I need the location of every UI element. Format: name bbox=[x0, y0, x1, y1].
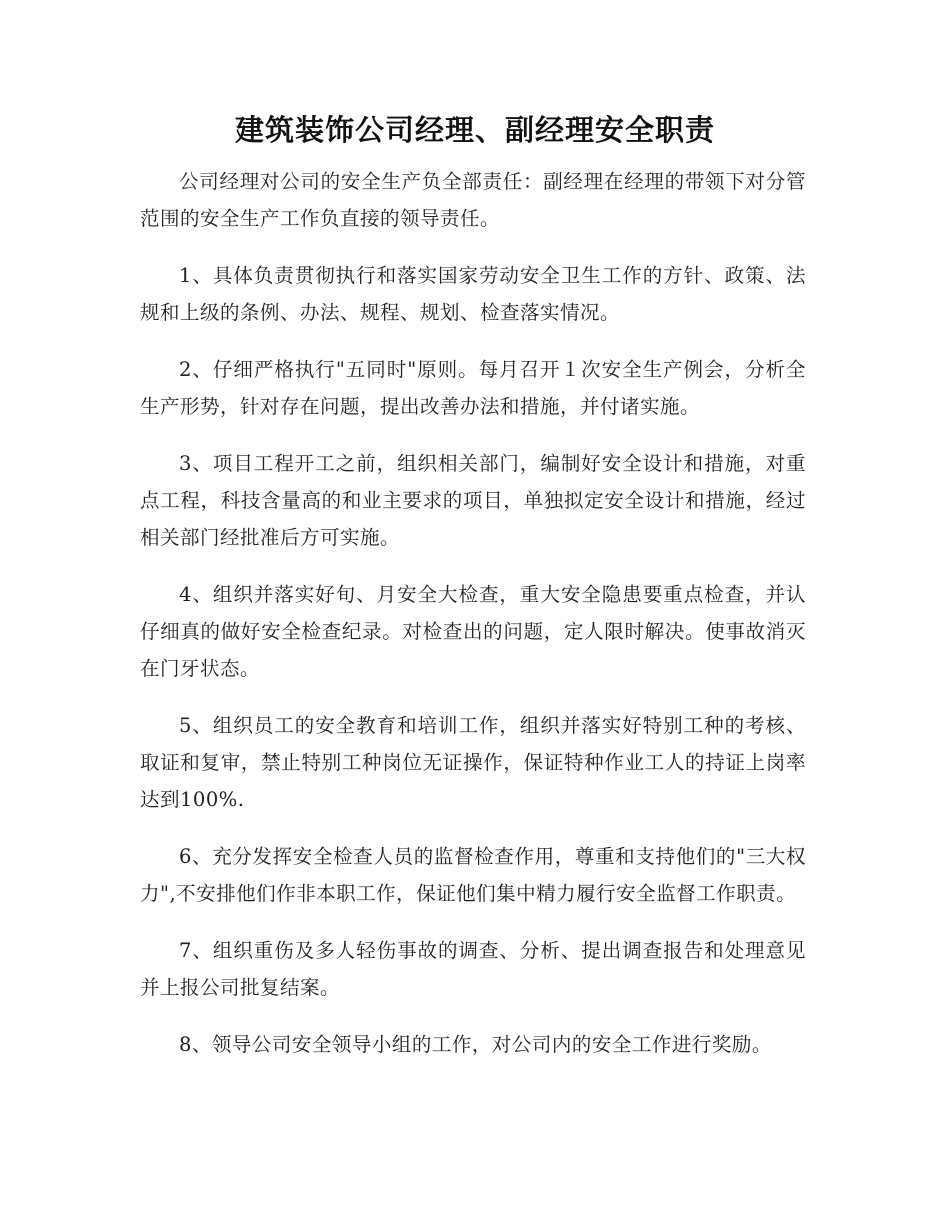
paragraph-item-6: 6、充分发挥安全检查人员的监督检查作用，尊重和支持他们的"三大权力",不安排他们作非本职工作，保证他们集中精力履行安全监督工作职责。 bbox=[140, 845, 806, 905]
paragraph-item-7: 7、组织重伤及多人轻伤事故的调查、分析、提出调查报告和处理意见并上报公司批复结案。 bbox=[140, 939, 806, 999]
paragraph-item-2: 2、仔细严格执行"五同时"原则。每月召开１次安全生产例会，分析全生产形势，针对存在问题，提出改善办法和措施，并付诸实施。 bbox=[140, 358, 806, 418]
paragraph-item-8: 8、领导公司安全领导小组的工作，对公司内的安全工作进行奖励。 bbox=[179, 1033, 772, 1056]
paragraph-intro: 公司经理对公司的安全生产负全部责任：副经理在经理的带领下对分管范围的安全生产工作负直接的领导责任。 bbox=[140, 170, 806, 230]
paragraph-item-4: 4、组织并落实好旬、月安全大检查，重大安全隐患要重点检查，并认仔细真的做好安全检查纪录。对检查出的问题，定人限时解决。使事故消灭在门牙状态。 bbox=[140, 583, 806, 680]
paragraph-item-5: 5、组织员工的安全教育和培训工作，组织并落实好特别工种的考核、取证和复审，禁止特别工种岗位无证操作，保证特种作业工人的持证上岗率达到100%. bbox=[140, 714, 806, 811]
document-body bbox=[140, 163, 806, 1063]
paragraph-item-1: 1、具体负责贯彻执行和落实国家劳动安全卫生工作的方针、政策、法规和上级的条例、办法、规程、规划、检查落实情况。 bbox=[140, 264, 806, 324]
paragraph-item-3: 3、项目工程开工之前，组织相关部门，编制好安全设计和措施，对重点工程，科技含量高的和业主要求的项目，单独拟定安全设计和措施，经过相关部门经批准后方可实施。 bbox=[140, 452, 806, 549]
document-title: 建筑装饰公司经理、副经理安全职责 bbox=[234, 113, 715, 147]
